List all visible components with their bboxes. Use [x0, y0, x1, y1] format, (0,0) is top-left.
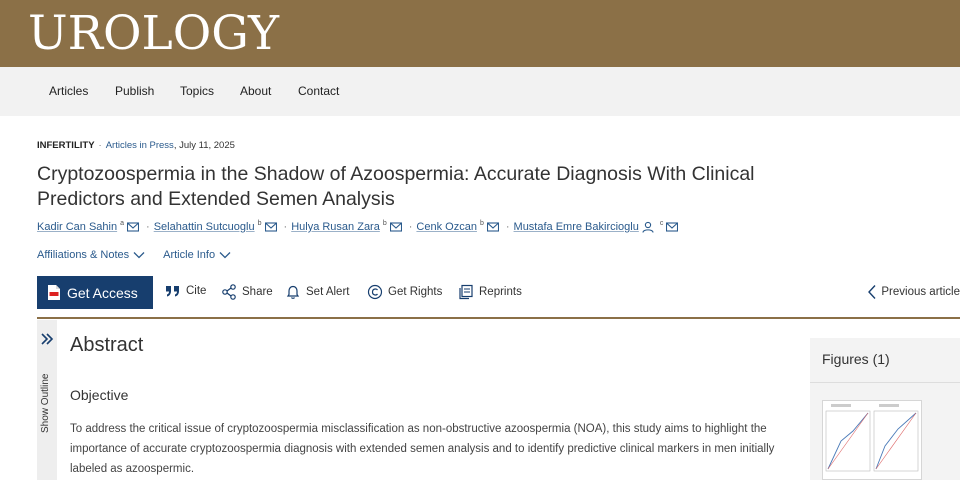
- chevron-down-icon: [219, 251, 231, 259]
- article-toggles: [37, 249, 231, 261]
- email-icon[interactable]: [390, 221, 402, 233]
- reprints-button[interactable]: [458, 284, 522, 300]
- pdf-icon: [47, 284, 61, 301]
- get-rights-button[interactable]: [367, 284, 442, 300]
- divider: [810, 382, 960, 383]
- affiliation-marker[interactable]: b: [257, 219, 262, 227]
- set-alert-button[interactable]: [285, 284, 349, 300]
- set-alert-label: Set Alert: [306, 286, 350, 298]
- get-access-button[interactable]: [37, 276, 153, 309]
- author-link[interactable]: Kadir Can Sahin: [37, 221, 118, 233]
- share-button[interactable]: [221, 284, 273, 300]
- affiliations-label: Affiliations & Notes: [37, 249, 130, 261]
- author-link[interactable]: Hulya Rusan Zara: [291, 221, 380, 233]
- email-icon[interactable]: [127, 221, 139, 233]
- quote-icon: [165, 284, 181, 298]
- reprints-label: Reprints: [479, 286, 522, 298]
- person-icon[interactable]: [642, 221, 654, 233]
- cite-label: Cite: [186, 285, 207, 297]
- main-nav: [0, 67, 960, 116]
- article-meta: INFERTILITY · Articles in Press, July 11, 2025: [37, 140, 235, 151]
- author-link[interactable]: Cenk Ozcan: [416, 221, 477, 233]
- nav-articles[interactable]: Articles: [49, 84, 89, 98]
- previous-article-link[interactable]: [867, 284, 960, 300]
- cite-button[interactable]: [165, 284, 206, 298]
- previous-article-label: Previous article: [881, 286, 960, 298]
- objective-heading: Objective: [70, 387, 129, 403]
- affiliation-marker[interactable]: b: [479, 219, 484, 227]
- nav-about[interactable]: About: [240, 84, 272, 98]
- nav-publish[interactable]: Publish: [115, 84, 155, 98]
- abstract-heading: Abstract: [70, 334, 144, 356]
- chevron-left-icon: [867, 284, 877, 300]
- author-link[interactable]: Selahattin Sutcuoglu: [153, 221, 255, 233]
- nav-contact[interactable]: Contact: [298, 84, 340, 98]
- figure-thumbnail[interactable]: [822, 400, 922, 480]
- chevron-down-icon: [133, 251, 145, 259]
- author-link[interactable]: Mustafa Emre Bakircioglu: [513, 221, 639, 233]
- nav-topics[interactable]: Topics: [180, 84, 215, 98]
- figures-panel: [810, 338, 960, 480]
- reprints-icon: [458, 284, 474, 300]
- get-access-label: Get Access: [67, 284, 138, 301]
- get-rights-label: Get Rights: [388, 286, 443, 298]
- email-icon[interactable]: [666, 221, 678, 233]
- articles-in-press-link[interactable]: Articles in Press: [105, 140, 174, 151]
- journal-banner: [0, 0, 960, 67]
- article-section: INFERTILITY: [37, 140, 95, 151]
- copyright-icon: [367, 284, 383, 300]
- bell-icon: [285, 284, 301, 300]
- article-info-toggle[interactable]: [163, 249, 231, 261]
- publish-date: July 11, 2025: [179, 140, 235, 151]
- share-icon: [221, 284, 237, 300]
- show-outline-label[interactable]: Show Outline: [40, 373, 51, 433]
- objective-text: To address the critical issue of cryptozoospermia misclassification as non-obstructive azoospermia (NOA), this study aims to highlight the importance of accurate cryptozoospermia diagnosis with extended semen analysis and to identify predictive clinical markers in men initially labeled as azoospermic.: [70, 423, 775, 475]
- email-icon[interactable]: [265, 221, 277, 233]
- article-toolbar: [37, 276, 960, 310]
- article-title: Cryptozoospermia in the Shadow of Azoospermia: Accurate Diagnosis With Clinical Predictors and Extended Semen Analysis: [37, 163, 755, 210]
- affiliation-marker[interactable]: b: [382, 219, 387, 227]
- affiliation-marker[interactable]: a: [120, 219, 125, 227]
- author-list: Kadir Can Sahin a · Selahattin Sutcuoglu b · Hulya Rusan Zara b · Cenk Ozcan b · Mustafa Emre Bakircioglu c: [37, 221, 681, 233]
- email-icon[interactable]: [487, 221, 499, 233]
- article-info-label: Article Info: [163, 249, 216, 261]
- affiliation-marker[interactable]: c: [659, 219, 664, 227]
- journal-logo[interactable]: UROLOGY: [28, 6, 280, 61]
- figures-title: Figures (1): [822, 351, 890, 367]
- share-label: Share: [242, 286, 273, 298]
- double-chevron-right-icon: [40, 332, 54, 346]
- divider: [37, 317, 960, 319]
- figure-preview-image: [823, 401, 921, 479]
- affiliations-toggle[interactable]: [37, 249, 145, 261]
